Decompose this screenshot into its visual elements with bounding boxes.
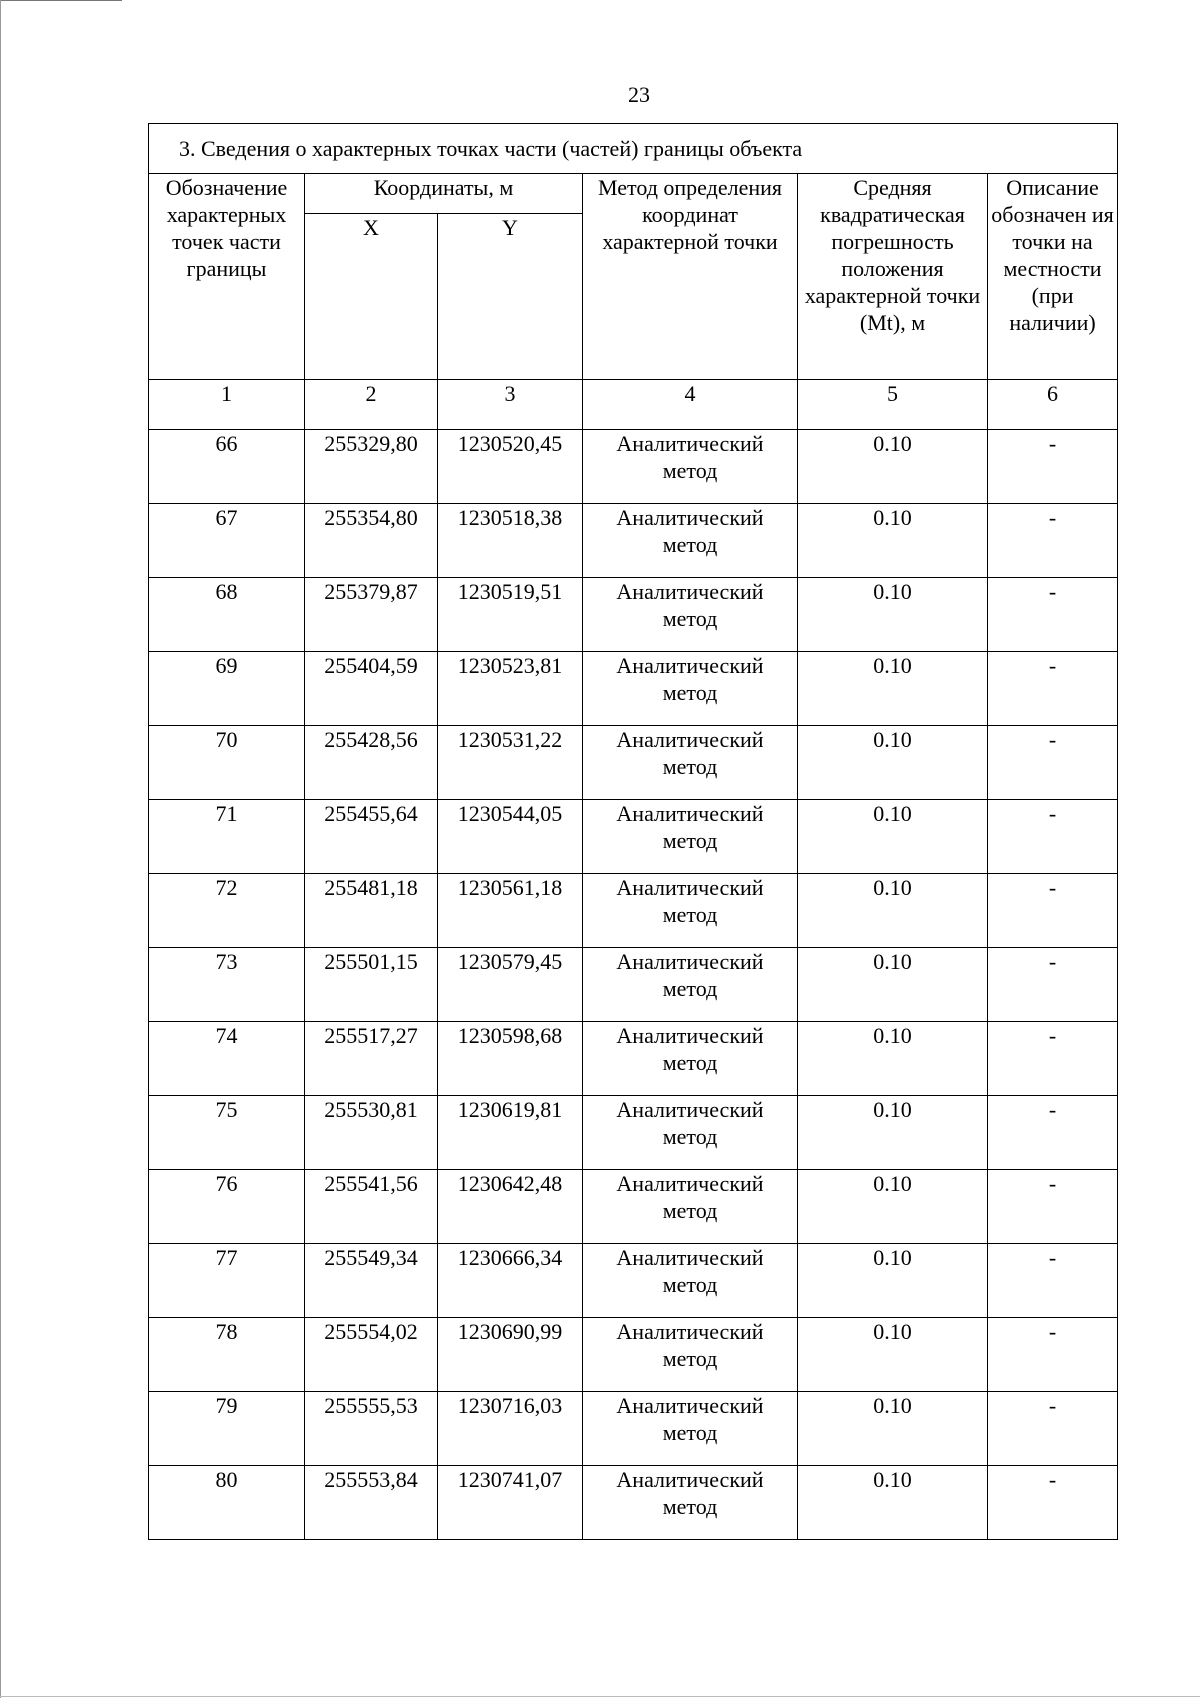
description-cell: - xyxy=(988,948,1118,1022)
column-number: 6 xyxy=(988,380,1118,430)
x-cell: 255549,34 xyxy=(305,1244,438,1318)
y-cell: 1230716,03 xyxy=(438,1392,583,1466)
point-cell: 78 xyxy=(149,1318,305,1392)
column-number: 5 xyxy=(798,380,988,430)
method-line-1: Аналитический xyxy=(616,801,764,826)
column-numbers-row xyxy=(149,380,1118,430)
method-cell xyxy=(583,1096,798,1170)
y-cell: 1230519,51 xyxy=(438,578,583,652)
point-cell: 70 xyxy=(149,726,305,800)
x-cell: 255553,84 xyxy=(305,1466,438,1540)
y-cell: 1230666,34 xyxy=(438,1244,583,1318)
header-error: Средняя квадратическая погрешность положения характерной точки (Mt), м xyxy=(798,174,988,380)
y-cell: 1230598,68 xyxy=(438,1022,583,1096)
x-cell: 255554,02 xyxy=(305,1318,438,1392)
x-cell: 255329,80 xyxy=(305,430,438,504)
method-line-2: метод xyxy=(662,976,718,1001)
error-cell: 0.10 xyxy=(798,1022,988,1096)
table-row xyxy=(149,1466,1118,1540)
point-cell: 76 xyxy=(149,1170,305,1244)
y-cell: 1230520,45 xyxy=(438,430,583,504)
method-cell xyxy=(583,874,798,948)
header-x: X xyxy=(305,214,438,380)
method-cell xyxy=(583,726,798,800)
method-cell xyxy=(583,1170,798,1244)
page-number xyxy=(0,82,1200,108)
description-cell: - xyxy=(988,578,1118,652)
method-cell xyxy=(583,1392,798,1466)
error-cell: 0.10 xyxy=(798,1318,988,1392)
method-line-2: метод xyxy=(662,1494,718,1519)
header-description: Описание обозначен ия точки на местности (при наличии) xyxy=(988,174,1118,380)
boundary-points-table xyxy=(148,123,1118,1540)
method-cell xyxy=(583,1022,798,1096)
header-designation: Обозначение характерных точек части границы xyxy=(149,174,305,380)
method-line-1: Аналитический xyxy=(616,1171,764,1196)
description-cell: - xyxy=(988,1170,1118,1244)
method-line-1: Аналитический xyxy=(616,1467,764,1492)
x-cell: 255379,87 xyxy=(305,578,438,652)
method-line-2: метод xyxy=(662,754,718,779)
error-cell: 0.10 xyxy=(798,1466,988,1540)
table-row xyxy=(149,578,1118,652)
point-cell: 80 xyxy=(149,1466,305,1540)
y-cell: 1230523,81 xyxy=(438,652,583,726)
x-cell: 255501,15 xyxy=(305,948,438,1022)
method-line-2: метод xyxy=(662,1272,718,1297)
description-cell: - xyxy=(988,1318,1118,1392)
y-cell: 1230619,81 xyxy=(438,1096,583,1170)
method-cell xyxy=(583,1466,798,1540)
method-line-2: метод xyxy=(662,1050,718,1075)
scan-edge-bottom xyxy=(0,1696,1200,1697)
method-line-2: метод xyxy=(662,532,718,557)
column-number: 3 xyxy=(438,380,583,430)
error-cell: 0.10 xyxy=(798,578,988,652)
method-cell xyxy=(583,948,798,1022)
method-cell xyxy=(583,1318,798,1392)
method-line-1: Аналитический xyxy=(616,505,764,530)
method-line-1: Аналитический xyxy=(616,1319,764,1344)
y-cell: 1230561,18 xyxy=(438,874,583,948)
point-cell: 73 xyxy=(149,948,305,1022)
header-method: Метод определения координат характерной точки xyxy=(583,174,798,380)
method-cell xyxy=(583,430,798,504)
method-line-1: Аналитический xyxy=(616,727,764,752)
method-line-2: метод xyxy=(662,828,718,853)
method-line-2: метод xyxy=(662,606,718,631)
point-cell: 72 xyxy=(149,874,305,948)
y-cell: 1230741,07 xyxy=(438,1466,583,1540)
point-cell: 75 xyxy=(149,1096,305,1170)
method-line-2: метод xyxy=(662,680,718,705)
method-line-1: Аналитический xyxy=(616,1023,764,1048)
method-line-1: Аналитический xyxy=(616,1245,764,1270)
error-cell: 0.10 xyxy=(798,1096,988,1170)
description-cell: - xyxy=(988,1466,1118,1540)
table-row xyxy=(149,726,1118,800)
point-cell: 69 xyxy=(149,652,305,726)
method-line-1: Аналитический xyxy=(616,579,764,604)
method-line-2: метод xyxy=(662,1346,718,1371)
point-cell: 71 xyxy=(149,800,305,874)
method-line-1: Аналитический xyxy=(616,431,764,456)
description-cell: - xyxy=(988,652,1118,726)
description-cell: - xyxy=(988,874,1118,948)
error-cell: 0.10 xyxy=(798,504,988,578)
x-cell: 255530,81 xyxy=(305,1096,438,1170)
method-line-2: метод xyxy=(662,458,718,483)
y-cell: 1230642,48 xyxy=(438,1170,583,1244)
x-cell: 255404,59 xyxy=(305,652,438,726)
table-row xyxy=(149,800,1118,874)
x-cell: 255481,18 xyxy=(305,874,438,948)
page-number-text: 23 xyxy=(628,82,650,107)
x-cell: 255555,53 xyxy=(305,1392,438,1466)
error-cell: 0.10 xyxy=(798,652,988,726)
method-line-1: Аналитический xyxy=(616,1097,764,1122)
column-number: 2 xyxy=(305,380,438,430)
header-coordinates: Координаты, м xyxy=(305,174,583,214)
error-cell: 0.10 xyxy=(798,874,988,948)
y-cell: 1230531,22 xyxy=(438,726,583,800)
method-line-2: метод xyxy=(662,1420,718,1445)
error-cell: 0.10 xyxy=(798,1170,988,1244)
column-number: 4 xyxy=(583,380,798,430)
method-cell xyxy=(583,800,798,874)
table-row xyxy=(149,874,1118,948)
column-number: 1 xyxy=(149,380,305,430)
description-cell: - xyxy=(988,430,1118,504)
method-line-2: метод xyxy=(662,902,718,927)
point-cell: 79 xyxy=(149,1392,305,1466)
description-cell: - xyxy=(988,1244,1118,1318)
method-line-1: Аналитический xyxy=(616,949,764,974)
table-row xyxy=(149,1170,1118,1244)
method-cell xyxy=(583,578,798,652)
method-cell xyxy=(583,504,798,578)
header-y: Y xyxy=(438,214,583,380)
scan-edge-left xyxy=(0,0,1,1698)
x-cell: 255455,64 xyxy=(305,800,438,874)
description-cell: - xyxy=(988,1022,1118,1096)
y-cell: 1230518,38 xyxy=(438,504,583,578)
method-cell xyxy=(583,652,798,726)
error-cell: 0.10 xyxy=(798,948,988,1022)
y-cell: 1230544,05 xyxy=(438,800,583,874)
description-cell: - xyxy=(988,726,1118,800)
point-cell: 66 xyxy=(149,430,305,504)
description-cell: - xyxy=(988,1096,1118,1170)
y-cell: 1230690,99 xyxy=(438,1318,583,1392)
method-line-2: метод xyxy=(662,1124,718,1149)
table-row xyxy=(149,1318,1118,1392)
error-cell: 0.10 xyxy=(798,800,988,874)
point-cell: 67 xyxy=(149,504,305,578)
table-row xyxy=(149,1244,1118,1318)
point-cell: 77 xyxy=(149,1244,305,1318)
error-cell: 0.10 xyxy=(798,726,988,800)
table-row xyxy=(149,430,1118,504)
error-cell: 0.10 xyxy=(798,1392,988,1466)
x-cell: 255541,56 xyxy=(305,1170,438,1244)
error-cell: 0.10 xyxy=(798,1244,988,1318)
description-cell: - xyxy=(988,800,1118,874)
point-cell: 74 xyxy=(149,1022,305,1096)
x-cell: 255517,27 xyxy=(305,1022,438,1096)
x-cell: 255354,80 xyxy=(305,504,438,578)
x-cell: 255428,56 xyxy=(305,726,438,800)
table-row xyxy=(149,1392,1118,1466)
y-cell: 1230579,45 xyxy=(438,948,583,1022)
method-line-2: метод xyxy=(662,1198,718,1223)
description-cell: - xyxy=(988,1392,1118,1466)
scan-edge-top xyxy=(0,0,122,1)
method-line-1: Аналитический xyxy=(616,1393,764,1418)
section-title: 3. Сведения о характерных точках части (частей) границы объекта xyxy=(149,124,1118,174)
table-row xyxy=(149,504,1118,578)
table-row xyxy=(149,1022,1118,1096)
method-line-1: Аналитический xyxy=(616,653,764,678)
error-cell: 0.10 xyxy=(798,430,988,504)
description-cell: - xyxy=(988,504,1118,578)
table-row xyxy=(149,1096,1118,1170)
table-row xyxy=(149,652,1118,726)
table-row xyxy=(149,948,1118,1022)
method-line-1: Аналитический xyxy=(616,875,764,900)
method-cell xyxy=(583,1244,798,1318)
point-cell: 68 xyxy=(149,578,305,652)
